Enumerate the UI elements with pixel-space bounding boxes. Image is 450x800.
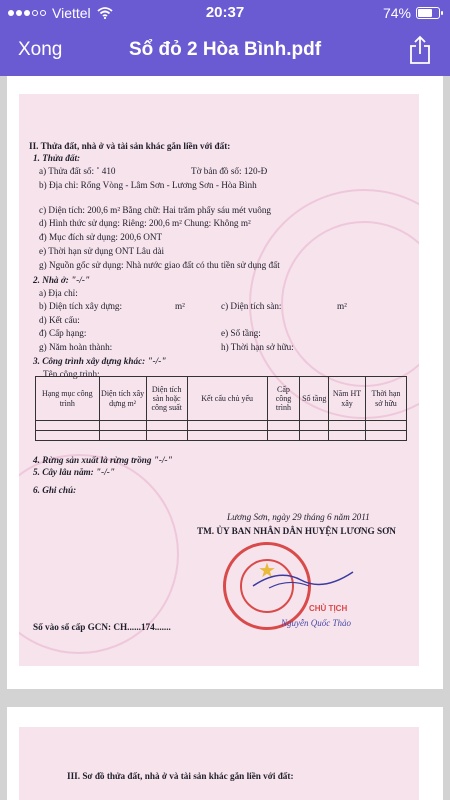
usage-form: d) Hình thức sử dụng: Riêng: 200,6 m² Chung: Không m² <box>39 218 251 228</box>
navigation-bar <box>0 26 450 76</box>
table-header: Thời hạn sở hữu <box>365 377 406 421</box>
pdf-page-2[interactable] <box>7 707 443 800</box>
battery-percent: 74% <box>382 5 411 21</box>
house-year: g) Năm hoàn thành: <box>39 342 113 352</box>
carrier-label: Viettel <box>52 5 91 21</box>
signer-title: CHỦ TỊCH <box>309 604 348 613</box>
battery-icon <box>416 7 440 19</box>
usage-origin: g) Nguồn gốc sử dụng: Nhà nước giao đất có thu tiền sử dụng đất <box>39 260 280 270</box>
works-name-label: Tên công trình: <box>43 369 100 379</box>
house-floors: e) Số tầng: <box>221 328 261 338</box>
diagram-section-title: III. Sơ đồ thửa đất, nhà ở và tài sản khác gắn liền với đất: <box>67 771 294 781</box>
table-row <box>36 421 407 431</box>
certificate-book-number: Số vào sổ cấp GCN: CH......174....... <box>33 622 171 632</box>
house-section-title: 2. Nhà ở: "-/-" <box>33 275 90 285</box>
house-term: h) Thời hạn sở hữu: <box>221 342 294 352</box>
house-grade: đ) Cấp hạng: <box>39 328 87 338</box>
house-floor-area-unit: m² <box>337 301 347 311</box>
pdf-page-1[interactable] <box>7 76 443 689</box>
header-bar <box>0 0 450 76</box>
land-number: a) Thửa đất số: ˚ 410 <box>39 166 116 176</box>
clock: 20:37 <box>205 4 245 21</box>
notes-section: 6. Ghi chú: <box>33 485 77 495</box>
share-icon[interactable] <box>408 35 432 65</box>
works-table <box>35 376 407 441</box>
table-header: Diện tích sàn hoặc công suất <box>146 377 187 421</box>
table-header: Diện tích xây dựng m² <box>99 377 146 421</box>
perennial-section: 5. Cây lâu năm: "-/-" <box>33 467 115 477</box>
table-header: Số tầng <box>300 377 329 421</box>
house-structure: d) Kết cấu: <box>39 315 80 325</box>
other-works-title: 3. Công trình xây dựng khác: "-/-" <box>33 356 167 366</box>
house-build-area-unit: m² <box>175 301 185 311</box>
scanned-certificate <box>19 94 419 666</box>
table-row <box>36 431 407 441</box>
official-seal: ★ <box>223 542 311 630</box>
scanned-certificate-page-2 <box>19 727 419 800</box>
forest-section: 4. Rừng sản xuất là rừng trồng "-/-" <box>33 455 173 465</box>
usage-purpose: đ) Mục đích sử dụng: 200,6 ONT <box>39 232 163 242</box>
signature-mark <box>249 564 359 594</box>
land-address: b) Địa chỉ: Rổng Vòng - Lâm Sơn - Lương Sơn - Hòa Bình <box>39 180 257 190</box>
usage-term: e) Thời hạn sử dụng ONT Lâu dài <box>39 246 165 256</box>
house-build-area: b) Diện tích xây dựng: <box>39 301 123 311</box>
table-header: Năm HT xây <box>329 377 366 421</box>
status-bar <box>0 0 450 26</box>
signer-name: Nguyễn Quốc Thảo <box>281 618 351 628</box>
map-number: Tờ bản đồ số: 120-Đ <box>191 166 268 176</box>
house-floor-area: c) Diện tích sàn: <box>221 301 282 311</box>
land-section-title: 1. Thửa đất: <box>33 153 81 163</box>
document-title: Sổ đỏ 2 Hòa Bình.pdf <box>128 39 322 60</box>
place-date: Lương Sơn, ngày 29 tháng 6 năm 2011 <box>227 512 370 522</box>
land-area: c) Diện tích: 200,6 m² Bằng chữ: Hai trăm phẩy sáu mét vuông <box>39 205 272 215</box>
table-header: Cấp công trình <box>267 377 300 421</box>
table-header: Hạng mục công trình <box>36 377 100 421</box>
table-header: Kết cấu chủ yếu <box>187 377 267 421</box>
house-address: a) Địa chỉ: <box>39 288 78 298</box>
issuing-authority: TM. ỦY BAN NHÂN DÂN HUYỆN LƯƠNG SƠN <box>197 526 396 536</box>
section-ii-title: II. Thửa đất, nhà ở và tài sản khác gắn liền với đất: <box>29 141 231 151</box>
done-button[interactable]: Xong <box>18 39 63 60</box>
